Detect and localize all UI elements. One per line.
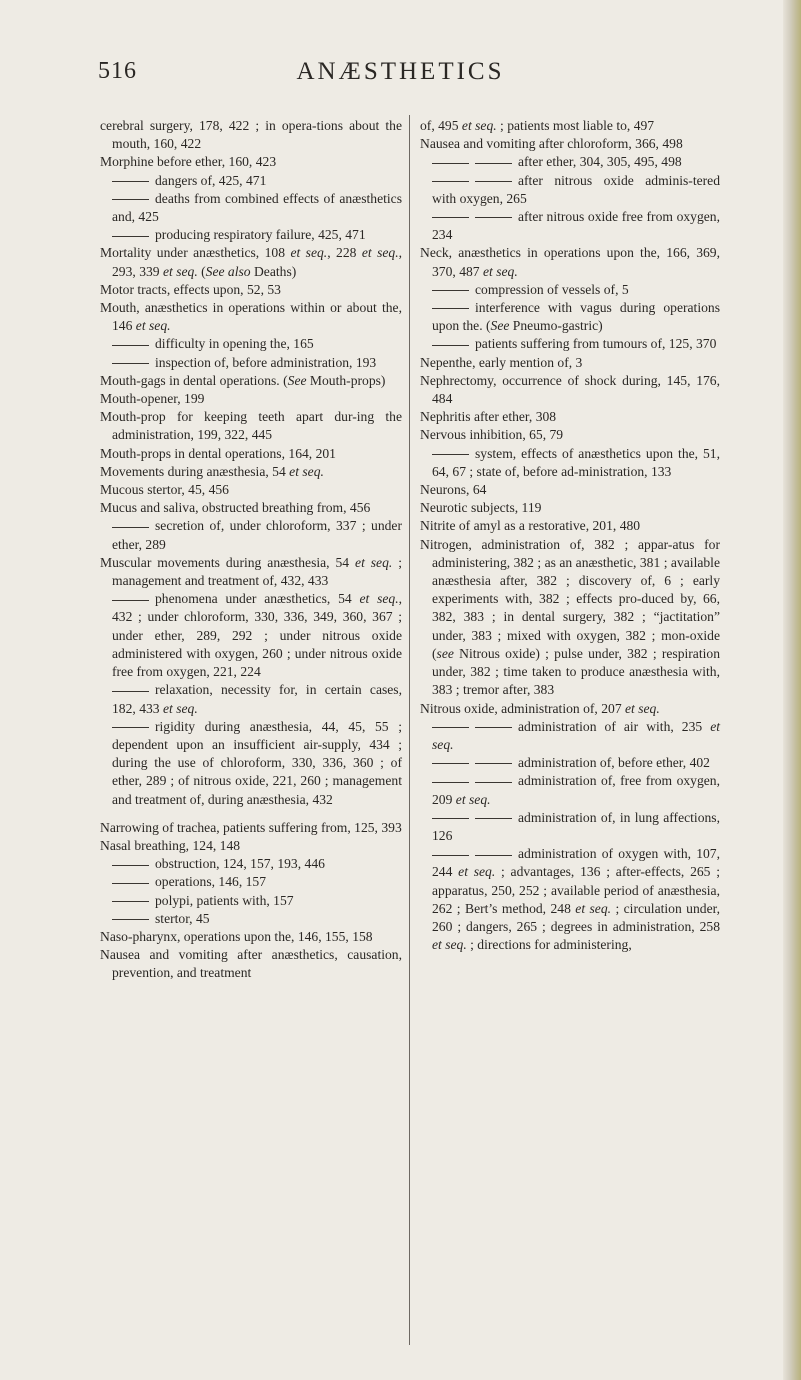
ditto-dash (475, 782, 512, 783)
entry-text: Nephritis after ether, 308 (420, 409, 557, 425)
entry-text: Nitrite of amyl as a restorative, 201, 480 (420, 518, 641, 534)
ditto-dash (432, 818, 469, 819)
index-entry (420, 426, 720, 444)
entry-text: inspection of, before administration, 193 (155, 354, 377, 370)
entry-text: Nepenthe, early mention of, 3 (420, 354, 583, 370)
ditto-dash (432, 454, 469, 455)
index-entry (100, 117, 402, 153)
index-entry (100, 244, 402, 280)
entry-text: operations, 146, 157 (155, 874, 267, 890)
index-subentry (420, 299, 720, 335)
index-entry (100, 390, 402, 408)
index-subentry (100, 590, 402, 681)
ditto-dash (112, 236, 149, 237)
index-subentry (420, 718, 720, 754)
ditto-dash (112, 363, 149, 364)
index-entry (100, 819, 402, 837)
running-title: ANÆSTHETICS (296, 58, 505, 85)
index-subentry (100, 873, 402, 891)
index-subentry (420, 754, 720, 772)
entry-text: deaths from combined effects of anæsthetics and, 425 (112, 190, 402, 225)
ditto-dash (112, 199, 149, 200)
index-subentry (420, 335, 720, 353)
ditto-dash (475, 181, 512, 182)
index-entry (420, 499, 720, 517)
ditto-dash (475, 217, 512, 218)
entry-text: Movements during anæsthesia, 54 et seq. (100, 463, 324, 479)
page-edge-shadow (783, 0, 801, 1380)
index-entry (100, 463, 402, 481)
index-subentry (420, 445, 720, 481)
index-entry (100, 481, 402, 499)
index-subentry (100, 517, 402, 553)
index-subentry (100, 910, 402, 928)
index-entry (100, 372, 402, 390)
entry-text: after nitrous oxide adminis-tered with oxygen, 265 (432, 172, 720, 206)
index-subentry (100, 354, 402, 372)
ditto-dash (475, 818, 512, 819)
index-entry (420, 481, 720, 499)
entry-text: Mouth-gags in dental operations. (See Mouth-props) (100, 372, 386, 388)
index-subentry (420, 845, 720, 954)
index-entry (420, 700, 720, 718)
entry-text: Mouth-props in dental operations, 164, 201 (100, 445, 336, 461)
entry-text: Muscular movements during anæsthesia, 54 et seq. ; management and treatment of, 432, 433 (100, 554, 402, 589)
index-entry (100, 499, 402, 517)
ditto-dash (112, 901, 149, 902)
entry-text: cerebral surgery, 178, 422 ; in opera-tions about the mouth, 160, 422 (100, 118, 402, 152)
entry-text: Nausea and vomiting after chloroform, 366, 498 (420, 136, 683, 152)
index-subentry (420, 809, 720, 845)
entry-text: Nervous inhibition, 65, 79 (420, 427, 564, 443)
ditto-dash (112, 345, 149, 346)
page-number: 516 (98, 58, 137, 84)
index-entry (420, 517, 720, 535)
entry-text: Neurons, 64 (420, 482, 487, 498)
index-subentry (100, 892, 402, 910)
ditto-dash (432, 782, 469, 783)
ditto-dash (112, 181, 149, 182)
entry-text: Nephrectomy, occurrence of shock during, 145, 176, 484 (420, 372, 720, 407)
entry-text: polypi, patients with, 157 (155, 892, 294, 908)
column-divider (409, 115, 410, 1345)
ditto-dash (432, 163, 469, 164)
index-subentry (100, 718, 402, 809)
index-subentry (100, 190, 402, 226)
entry-text: Mouth-prop for keeping teeth apart dur-ing the administration, 199, 322, 445 (100, 409, 402, 443)
index-entry (420, 372, 720, 408)
ditto-dash (112, 727, 149, 728)
entry-text: Neck, anæsthetics in operations upon the, 166, 369, 370, 487 et seq. (420, 245, 720, 279)
entry-text: administration of, free from oxygen, 209 et seq. (432, 773, 720, 807)
ditto-dash (432, 308, 469, 309)
entry-text: Mortality under anæsthetics, 108 et seq., 228 et seq., 293, 339 et seq. (See also Deaths) (100, 245, 402, 279)
ditto-dash (475, 163, 512, 164)
entry-text: after nitrous oxide free from oxygen, 234 (432, 209, 720, 243)
index-entry (100, 281, 402, 299)
entry-text: Nitrogen, administration of, 382 ; appar-atus for administering, 382 ; as an anæsthetic, 381 ; available anæsthesia after, 382 ; discovery of, 6 ; early experiments with, 382 ; effects pro-duced by, 66, 382, 383 ; in dental surgery, 382 ; “jactitation” under, 383 ; mixed with oxygen, 382 ; mon-oxide (see Nitrous oxide) ; pulse under, 382 ; respiration under, 382 ; time taken to produce anæsthesia with, 383 ; tremor after, 383 (420, 536, 720, 698)
index-subentry (420, 772, 720, 808)
index-entry (100, 946, 402, 982)
index-entry (420, 135, 720, 153)
index-subentry (100, 681, 402, 717)
entry-text: Mucus and saliva, obstructed breathing from, 456 (100, 500, 371, 516)
entry-text: obstruction, 124, 157, 193, 446 (155, 856, 325, 872)
ditto-dash (432, 181, 469, 182)
entry-text: Mouth, anæsthetics in operations within or about the, 146 et seq. (100, 300, 402, 334)
entry-text: Neurotic subjects, 119 (420, 500, 542, 516)
entry-text: of, 495 et seq. ; patients most liable to, 497 (420, 118, 655, 133)
entry-text: Nasal breathing, 124, 148 (100, 837, 241, 853)
entry-text: secretion of, under chloroform, 337 ; under ether, 289 (112, 518, 402, 552)
index-subentry (100, 335, 402, 353)
entry-text: stertor, 45 (155, 910, 210, 926)
ditto-dash (112, 883, 149, 884)
entry-text: rigidity during anæsthesia, 44, 45, 55 ; dependent upon an insufficient air-supply, 434 ; during the use of chloroform, 330, 336, 360 ; of ether, 289 ; of nitrous oxide, 221, 260 ; management and treatment of, during anæsthesia, 432 (112, 718, 402, 807)
entry-text: administration of, before ether, 402 (518, 755, 710, 771)
index-entry (100, 408, 402, 444)
entry-text: Mouth-opener, 199 (100, 391, 205, 407)
index-entry (420, 117, 720, 135)
index-entry (100, 928, 402, 946)
ditto-dash (112, 865, 149, 866)
ditto-dash (432, 855, 469, 856)
ditto-dash (432, 345, 469, 346)
entry-text: after ether, 304, 305, 495, 498 (518, 154, 682, 170)
ditto-dash (475, 763, 512, 764)
ditto-dash (112, 691, 149, 692)
ditto-dash (432, 727, 469, 728)
index-entry (420, 244, 720, 280)
ditto-dash (475, 855, 512, 856)
index-entry (100, 153, 402, 171)
index-subentry (100, 172, 402, 190)
index-entry (100, 299, 402, 335)
index-subentry (420, 281, 720, 299)
index-subentry (100, 855, 402, 873)
index-entry (420, 354, 720, 372)
entry-text: relaxation, necessity for, in certain cases, 182, 433 et seq. (112, 682, 402, 716)
entry-text: dangers of, 425, 471 (155, 172, 267, 188)
entry-text: producing respiratory failure, 425, 471 (155, 227, 366, 243)
entry-text: Mucous stertor, 45, 456 (100, 482, 229, 498)
entry-text: Narrowing of trachea, patients suffering from, 125, 393 (100, 819, 402, 835)
ditto-dash (432, 290, 469, 291)
entry-text: administration of air with, 235 et seq. (432, 718, 720, 752)
entry-text: Naso-pharynx, operations upon the, 146, 155, 158 (100, 928, 373, 944)
index-column-left (100, 117, 402, 983)
ditto-dash (112, 600, 149, 601)
index-subentry (100, 226, 402, 244)
entry-text: administration of oxygen with, 107, 244 et seq. ; advantages, 136 ; after-effects, 265 ; apparatus, 250, 252 ; available period of anæsthesia, 262 ; Bert’s method, 248 et seq. ; circulation under, 260 ; dangers, 265 ; degrees in administration, 258 et seq. ; directions for administering, (432, 846, 720, 953)
index-subentry (420, 153, 720, 171)
index-entry (100, 445, 402, 463)
entry-text: compression of vessels of, 5 (475, 281, 629, 297)
ditto-dash (432, 763, 469, 764)
entry-text: Motor tracts, effects upon, 52, 53 (100, 281, 281, 297)
entry-text: Nausea and vomiting after anæsthetics, causation, prevention, and treatment (100, 947, 402, 981)
index-entry (100, 837, 402, 855)
index-entry (100, 554, 402, 590)
ditto-dash (112, 527, 149, 528)
index-subentry (420, 208, 720, 244)
entry-text: phenomena under anæsthetics, 54 et seq., 432 ; under chloroform, 330, 336, 349, 360, 367 ; under ether, 289, 292 ; under nitrous oxide administered with oxygen, 260 ; under nitrous oxide free from oxygen, 221, 224 (112, 591, 402, 680)
entry-text: patients suffering from tumours of, 125, 370 (475, 336, 717, 352)
ditto-dash (432, 217, 469, 218)
entry-text: administration of, in lung affections, 126 (432, 809, 720, 843)
index-entry (420, 536, 720, 700)
section-gap (100, 809, 402, 819)
entry-text: interference with vagus during operations upon the. (See Pneumo-gastric) (432, 300, 720, 334)
page-header (0, 58, 801, 88)
ditto-dash (475, 727, 512, 728)
entry-text: system, effects of anæsthetics upon the, 51, 64, 67 ; state of, before ad-ministration, 133 (432, 445, 720, 479)
index-subentry (420, 172, 720, 208)
index-column-right (420, 117, 720, 954)
entry-text: difficulty in opening the, 165 (155, 336, 314, 352)
index-entry (420, 408, 720, 426)
entry-text: Nitrous oxide, administration of, 207 et seq. (420, 700, 660, 716)
ditto-dash (112, 919, 149, 920)
entry-text: Morphine before ether, 160, 423 (100, 154, 277, 170)
